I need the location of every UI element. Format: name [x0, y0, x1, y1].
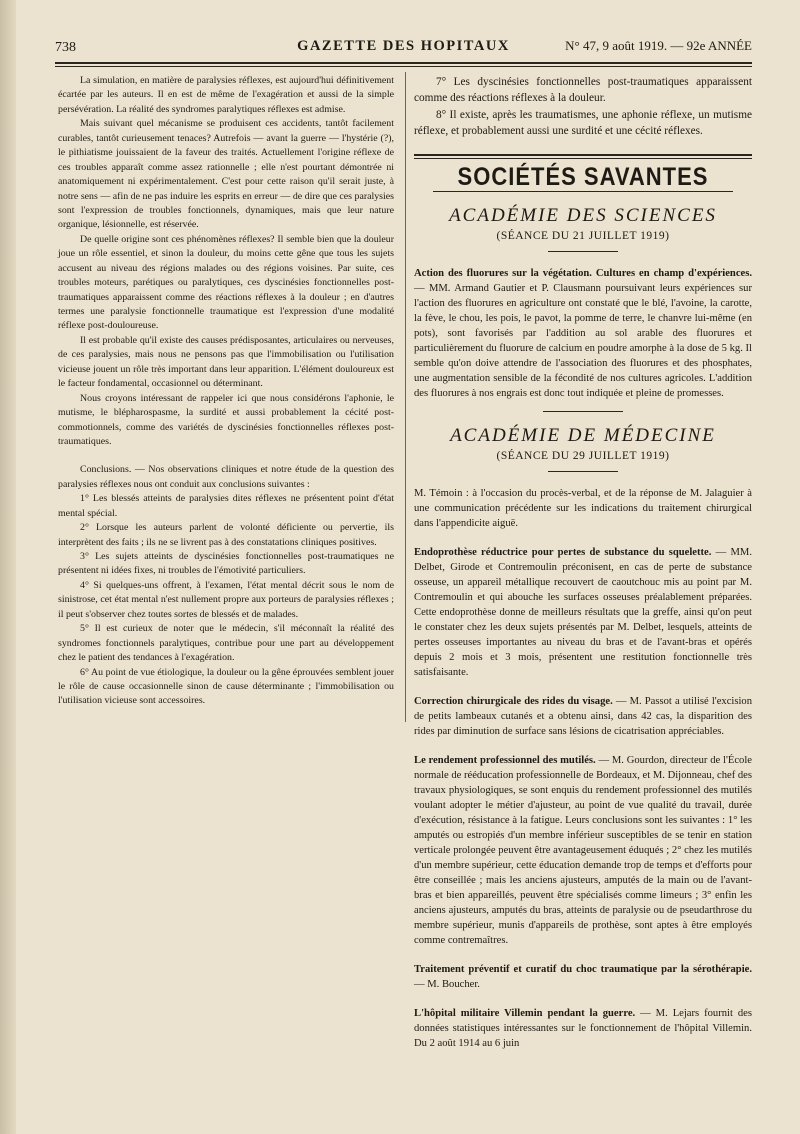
- conclusion-item: 8° Il existe, après les traumatismes, une aphonie réflexe, un mutisme réflexe, et probablement aussi une surdité et une cécité réflexes.: [414, 108, 752, 138]
- paragraph: Conclusions. — Nos observations cliniques et notre étude de la question des paralysies réflexes nous ont conduit aux conclusions suivantes :: [58, 464, 394, 490]
- page-header: [55, 36, 752, 60]
- conclusion-item: 4° Si quelques-uns offrent, à l'examen, l'état mental décrit sous le nom de sinistrose, cet état mental n'est nullement propre aux porteurs de paralysies réflexes ; il peut s'observer chez toutes sortes de blessés et de malades.: [58, 579, 394, 620]
- left-column: [58, 74, 394, 709]
- report-heading: Traitement préventif et curatif du choc traumatique par la sérothérapie.: [414, 963, 752, 975]
- paragraph: La simulation, en matière de paralysies réflexes, est aujourd'hui définitivement écartée par les auteurs. Il en est de même de l'exagération et aussi de la simple persévération. La réalité des syndromes paralytiques réflexes est admise.: [58, 75, 394, 115]
- report-item: [414, 266, 752, 401]
- report-heading: Endoprothèse réductrice pour pertes de substance du squelette.: [414, 546, 712, 558]
- session-date: (SÉANCE DU 21 JUILLET 1919): [496, 230, 670, 243]
- header-rule: [55, 62, 752, 64]
- journal-title: GAZETTE DES HOPITAUX: [297, 38, 510, 54]
- divider: [548, 251, 618, 252]
- academy-medecine-heading: ACADÉMIE DE MÉDECINE: [450, 424, 716, 446]
- issue-info: N° 47, 9 août 1919. — 92e ANNÉE: [565, 38, 752, 53]
- paragraph: Nous croyons intéressant de rappeler ici que nous considérons l'aphonie, le mutisme, le blépharospasme, la surdité et aussi probablement la cécité post-commotionnels, comme des variétés de dyscinésies fonctionnelles réflexes post-traumatiques.: [58, 392, 394, 447]
- report-heading: Le rendement professionnel des mutilés.: [414, 754, 596, 766]
- report-item: [414, 486, 752, 531]
- conclusion-item: 1° Les blessés atteints de paralysies dites réflexes ne présentent point d'état mental spécial.: [58, 493, 394, 519]
- report-heading: Correction chirurgicale des rides du visage.: [414, 695, 613, 707]
- report-text: — M. Boucher.: [414, 978, 480, 990]
- conclusion-item: 7° Les dyscinésies fonctionnelles post-traumatiques apparaissent comme des réactions réflexes à la douleur.: [414, 76, 752, 105]
- session-date: (SÉANCE DU 29 JUILLET 1919): [496, 450, 670, 463]
- report-item: [414, 545, 752, 680]
- conclusion-item: 6° Au point de vue étiologique, la douleur ou la gêne éprouvées semblent jouer le rôle de cause occasionnelle sinon de cause déterminante ; l'immobilisation ou l'utilisation vicieuse sont accessoires.: [58, 666, 394, 707]
- report-heading: Action des fluorures sur la végétation. Cultures en champ d'expériences.: [414, 267, 752, 279]
- report-item: [414, 962, 752, 992]
- report-heading: L'hôpital militaire Villemin pendant la guerre.: [414, 1007, 636, 1019]
- divider: [543, 411, 623, 412]
- column-separator: [405, 72, 406, 722]
- report-item: [414, 694, 752, 739]
- report-text: M. Témoin : à l'occasion du procès-verbal, et de la réponse de M. Jalaguier à une communication précédente sur les indications du traitement chirurgical dans l'appendicite aiguë.: [414, 487, 752, 529]
- header-rule-thin: [55, 66, 752, 67]
- paragraph: Il est probable qu'il existe des causes prédisposantes, articulaires ou nerveuses, de ces paralysies, mais nous ne pensons pas que l'immobilisation ou l'utilisation vicieuse jouent un rôle très important dans leur apparition. L'élément douloureux est le facteur fondamental, occasionnel ou déterminant.: [58, 334, 394, 390]
- divider: [548, 471, 618, 472]
- section-rule: [414, 154, 752, 159]
- page-number: 738: [55, 40, 76, 55]
- binding-edge: [0, 0, 16, 1134]
- conclusion-item: 5° Il est curieux de noter que le médecin, s'il méconnaît la réalité des syndromes fonctionnels paralytiques, contribue pour une part au développement chez le patient des tendances à l'exagération.: [58, 623, 394, 664]
- report-text: — MM. Delbet, Girode et Contremoulin préconisent, en cas de perte de substance osseuse, un appareil métallique recouvert de caoutchouc mis au point par M. Contremoulin et qui abouche les surfaces osseuses préalablement préparées. Cette endoprothèse donne de meilleurs résultats que la greffe, ainsi qu'on peut le constater chez les deux sujets présentés par M. Delbet, lesquels, atteints de pertes osseuses importantes au niveau du bras et de l'avant-bras et opérés depuis 2 mois et 3 mois, présentent une restitution fonctionnelle très satisfaisante.: [414, 546, 752, 678]
- report-text: — MM. Armand Gautier et P. Clausmann poursuivant leurs expériences sur l'action des fluorures en agriculture ont constaté que le blé, l'avoine, la carotte, la fève, le chou, les pois, le pavot, la pomme de terre, le chanvre lui-même (en pots), sont favorisés par l'addition au sol arable des fluorures et particulièrement du fluorure de calcium en poudre amorphe à la dose de 5 kg. Il semble qu'on doive attendre de l'association des fluorures et des phosphates, une augmentation sensible de la fécondité de nos cultures agricoles. L'addition des fluorures à nos engrais est donc tout indiquée et pleine de promesses.: [414, 282, 752, 399]
- paragraph: Mais suivant quel mécanisme se produisent ces accidents, tantôt facilement curables, tantôt curieusement tenaces? Autrefois — avant la guerre — l'hystérie (?), le pithiatisme jouissaient de la faveur des traités. Actuellement l'origine réflexe de ces troubles apparaît comme assez rationnelle ; elle n'est pourtant démontrée ni anatomiquement ni expérimentalement. C'est pour cette raison qu'il serait juste, à notre sens — afin de ne pas induire les esprits en erreur — de dire que ces paralysies sont l'expression de troubles fonctionnels, dynamiques, mais que leur nature organique, lésionnelle, est réservée.: [58, 118, 394, 231]
- academy-sciences-heading: ACADÉMIE DES SCIENCES: [449, 205, 717, 227]
- report-item: [414, 1006, 752, 1051]
- report-item: [414, 753, 752, 948]
- conclusion-item: 3° Les sujets atteints de dyscinésies fonctionnelles post-traumatiques ne présentent ni idées fixes, ni troubles de l'émotivité particuliers.: [58, 551, 394, 577]
- right-column: [414, 74, 752, 1051]
- section-title: SOCIÉTÉS SAVANTES: [457, 161, 709, 191]
- report-text: — M. Passot a utilisé l'excision de petits lambeaux cutanés et a obtenu ainsi, dans 42 cas, la disparition des rides par diminution de surface sans lésions de cicatrisation appréciables.: [414, 695, 752, 737]
- paragraph: De quelle origine sont ces phénomènes réflexes? Il semble bien que la douleur joue un rôle essentiel, et sinon la douleur, du moins cette gêne que tous les sujets accusent au niveau des régions malades ou des régions voisines. Par suite, ces troubles moteurs, parétiques ou paralytiques, ces dyscinésies fonctionnelles post-traumatiques apparaissent comme des réactions réflexes à la douleur ; en d'autres termes une paralysie fonctionnelle traumatique est l'expression d'une modalité réflexe post-douloureuse.: [58, 233, 394, 332]
- report-text: — M. Gourdon, directeur de l'École normale de rééducation professionnelle de Bordeaux, et M. Dijonneau, chef des travaux physiologiques, se sont enquis du rendement professionnel des mutilés voulant adopter le métier d'ajusteur, au point de vue qualité du travail, durée d'exécution, résistance à la fatigue. Leurs conclusions sont les suivantes : 1° les amputés ou estropiés d'un membre inférieur susceptibles de se tenir en station verticale prolongée peuvent être avantageusement éduqués ; 2° chez les mutilés d'un membre supérieur, cette éducation demande trop de temps et d'efforts pour être conseillée ; mais les anciens ajusteurs, amputés de la main ou de l'avant-bras et bien appareillés, peuvent être spécialisés comme limeurs ; 3° enfin les anciens ajusteurs, amputés du bras, atteints de paralysie ou de pseudarthrose du membre supérieur, munis d'appareils de prothèse, sont aptes à être employés comme contremaîtres.: [414, 754, 752, 946]
- conclusion-item: 2° Lorsque les auteurs parlent de volonté déficiente ou perverti​e, ils interprètent des faits ; ils ne se livrent pas à des constatations cliniques positives.: [58, 522, 394, 548]
- report-text: — M. Lejars fournit des données statistiques intéressantes sur le fonctionnement de l'hôpital Villemin. Du 2 août 1914 au 6 juin: [414, 1007, 752, 1049]
- title-rule: [433, 191, 733, 192]
